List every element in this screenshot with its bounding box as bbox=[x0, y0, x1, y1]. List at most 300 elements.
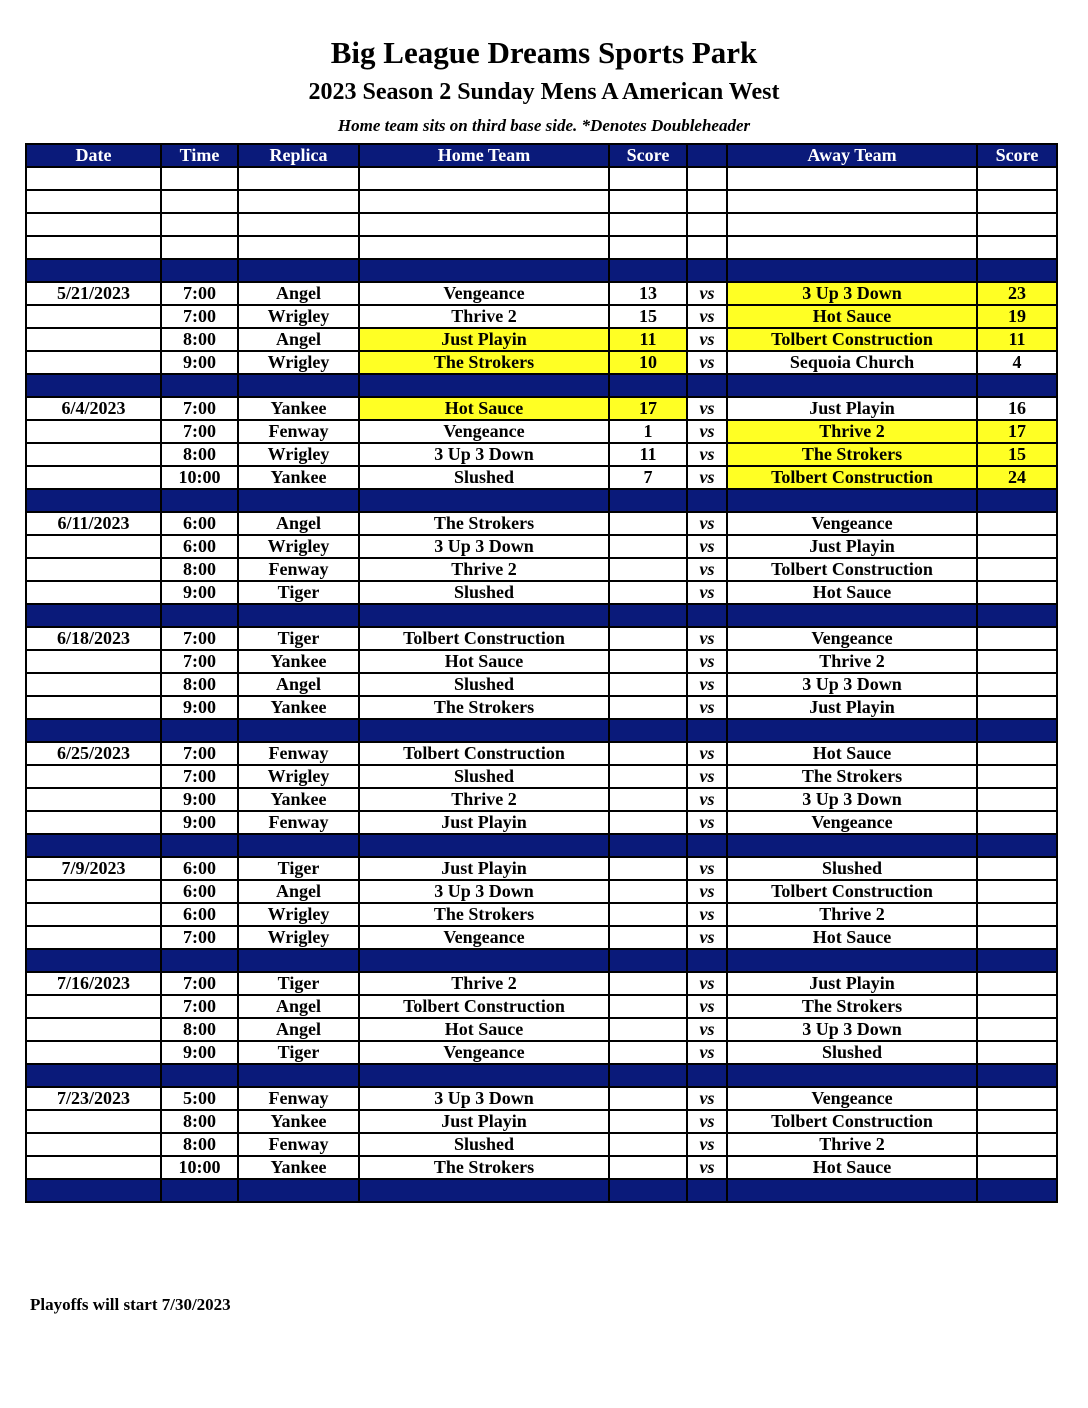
time-cell: 8:00 bbox=[161, 1110, 238, 1133]
replica-cell bbox=[238, 190, 359, 213]
away-team-cell bbox=[727, 213, 977, 236]
date-cell bbox=[26, 420, 161, 443]
home-team-cell: The Strokers bbox=[359, 351, 609, 374]
away-team-cell: Vengeance bbox=[727, 627, 977, 650]
col-vs-header bbox=[687, 144, 727, 167]
home-team-cell: Hot Sauce bbox=[359, 397, 609, 420]
away-score-cell bbox=[977, 926, 1057, 949]
away-team-cell: Thrive 2 bbox=[727, 650, 977, 673]
time-cell bbox=[161, 834, 238, 857]
home-score-cell bbox=[609, 834, 687, 857]
replica-cell: Wrigley bbox=[238, 903, 359, 926]
replica-cell: Wrigley bbox=[238, 926, 359, 949]
table-row bbox=[26, 328, 1057, 351]
date-cell bbox=[26, 1041, 161, 1064]
home-team-cell: Just Playin bbox=[359, 328, 609, 351]
home-score-cell bbox=[609, 903, 687, 926]
table-row bbox=[26, 581, 1057, 604]
home-score-cell: 13 bbox=[609, 282, 687, 305]
date-cell bbox=[26, 466, 161, 489]
away-team-cell: Just Playin bbox=[727, 535, 977, 558]
away-team-cell: 3 Up 3 Down bbox=[727, 1018, 977, 1041]
vs-cell bbox=[687, 489, 727, 512]
time-cell: 8:00 bbox=[161, 328, 238, 351]
time-cell bbox=[161, 604, 238, 627]
replica-cell: Yankee bbox=[238, 466, 359, 489]
date-cell: 5/21/2023 bbox=[26, 282, 161, 305]
home-team-cell: Vengeance bbox=[359, 1041, 609, 1064]
replica-cell: Angel bbox=[238, 880, 359, 903]
time-cell: 9:00 bbox=[161, 1041, 238, 1064]
home-score-cell bbox=[609, 880, 687, 903]
replica-cell bbox=[238, 719, 359, 742]
home-team-cell: Thrive 2 bbox=[359, 788, 609, 811]
table-row bbox=[26, 305, 1057, 328]
home-team-cell bbox=[359, 719, 609, 742]
replica-cell: Yankee bbox=[238, 1110, 359, 1133]
away-score-cell: 19 bbox=[977, 305, 1057, 328]
away-score-cell bbox=[977, 581, 1057, 604]
replica-cell: Yankee bbox=[238, 1156, 359, 1179]
separator-row bbox=[26, 374, 1057, 397]
away-score-cell bbox=[977, 1179, 1057, 1202]
away-score-cell bbox=[977, 857, 1057, 880]
time-cell: 10:00 bbox=[161, 466, 238, 489]
away-score-cell bbox=[977, 696, 1057, 719]
page-title: Big League Dreams Sports Park bbox=[330, 35, 758, 70]
home-team-cell bbox=[359, 489, 609, 512]
home-score-cell bbox=[609, 512, 687, 535]
home-score-cell: 1 bbox=[609, 420, 687, 443]
table-row bbox=[26, 995, 1057, 1018]
away-team-cell: Hot Sauce bbox=[727, 742, 977, 765]
table-row bbox=[26, 857, 1057, 880]
away-team-cell: Tolbert Construction bbox=[727, 558, 977, 581]
time-cell: 9:00 bbox=[161, 788, 238, 811]
table-row bbox=[26, 765, 1057, 788]
away-team-cell bbox=[727, 190, 977, 213]
home-score-cell bbox=[609, 489, 687, 512]
date-cell bbox=[26, 581, 161, 604]
time-cell: 9:00 bbox=[161, 696, 238, 719]
away-team-cell: The Strokers bbox=[727, 443, 977, 466]
replica-cell: Tiger bbox=[238, 581, 359, 604]
home-team-cell bbox=[359, 213, 609, 236]
separator-row bbox=[26, 1179, 1057, 1202]
away-score-cell bbox=[977, 811, 1057, 834]
replica-cell bbox=[238, 949, 359, 972]
time-cell: 7:00 bbox=[161, 995, 238, 1018]
away-score-cell bbox=[977, 259, 1057, 282]
away-team-cell bbox=[727, 167, 977, 190]
home-score-cell bbox=[609, 1179, 687, 1202]
table-row bbox=[26, 650, 1057, 673]
away-team-cell: Hot Sauce bbox=[727, 926, 977, 949]
blank-row bbox=[26, 236, 1057, 259]
vs-cell: vs bbox=[687, 328, 727, 351]
vs-cell: vs bbox=[687, 696, 727, 719]
replica-cell: Fenway bbox=[238, 742, 359, 765]
vs-cell bbox=[687, 604, 727, 627]
vs-cell: vs bbox=[687, 466, 727, 489]
home-score-cell bbox=[609, 167, 687, 190]
separator-row bbox=[26, 489, 1057, 512]
time-cell: 8:00 bbox=[161, 673, 238, 696]
vs-cell bbox=[687, 949, 727, 972]
col-home-team-header: Home Team bbox=[359, 144, 609, 167]
away-score-cell bbox=[977, 1041, 1057, 1064]
replica-cell: Fenway bbox=[238, 1133, 359, 1156]
table-row bbox=[26, 811, 1057, 834]
blank-row bbox=[26, 213, 1057, 236]
home-score-cell bbox=[609, 972, 687, 995]
away-team-cell bbox=[727, 489, 977, 512]
date-cell bbox=[26, 811, 161, 834]
date-cell bbox=[26, 1110, 161, 1133]
vs-cell bbox=[687, 190, 727, 213]
home-team-cell: Vengeance bbox=[359, 926, 609, 949]
replica-cell bbox=[238, 834, 359, 857]
vs-cell: vs bbox=[687, 1041, 727, 1064]
vs-cell: vs bbox=[687, 1156, 727, 1179]
away-score-cell: 11 bbox=[977, 328, 1057, 351]
home-team-cell: The Strokers bbox=[359, 696, 609, 719]
time-cell bbox=[161, 1064, 238, 1087]
replica-cell: Angel bbox=[238, 328, 359, 351]
date-cell bbox=[26, 650, 161, 673]
time-cell: 6:00 bbox=[161, 880, 238, 903]
table-row bbox=[26, 535, 1057, 558]
away-score-cell bbox=[977, 1133, 1057, 1156]
home-score-cell: 11 bbox=[609, 328, 687, 351]
time-cell bbox=[161, 374, 238, 397]
home-team-cell: Just Playin bbox=[359, 857, 609, 880]
vs-cell bbox=[687, 1064, 727, 1087]
replica-cell: Tiger bbox=[238, 857, 359, 880]
date-cell bbox=[26, 328, 161, 351]
vs-cell: vs bbox=[687, 972, 727, 995]
away-team-cell: Tolbert Construction bbox=[727, 880, 977, 903]
away-score-cell bbox=[977, 903, 1057, 926]
table-row bbox=[26, 512, 1057, 535]
away-score-cell bbox=[977, 949, 1057, 972]
replica-cell bbox=[238, 374, 359, 397]
replica-cell bbox=[238, 236, 359, 259]
away-score-cell bbox=[977, 213, 1057, 236]
home-team-cell: Slushed bbox=[359, 581, 609, 604]
away-score-cell bbox=[977, 880, 1057, 903]
playoffs-note: Playoffs will start 7/30/2023 bbox=[30, 1295, 231, 1314]
table-row bbox=[26, 627, 1057, 650]
date-cell: 7/16/2023 bbox=[26, 972, 161, 995]
time-cell: 8:00 bbox=[161, 558, 238, 581]
home-team-cell: Vengeance bbox=[359, 420, 609, 443]
away-score-cell bbox=[977, 1087, 1057, 1110]
vs-cell: vs bbox=[687, 420, 727, 443]
time-cell: 7:00 bbox=[161, 627, 238, 650]
vs-cell bbox=[687, 167, 727, 190]
separator-row bbox=[26, 604, 1057, 627]
away-score-cell bbox=[977, 788, 1057, 811]
home-score-cell: 7 bbox=[609, 466, 687, 489]
home-team-cell: Tolbert Construction bbox=[359, 742, 609, 765]
home-team-cell: Hot Sauce bbox=[359, 650, 609, 673]
away-score-cell bbox=[977, 673, 1057, 696]
date-cell bbox=[26, 489, 161, 512]
time-cell: 6:00 bbox=[161, 857, 238, 880]
away-score-cell bbox=[977, 374, 1057, 397]
away-team-cell: Just Playin bbox=[727, 397, 977, 420]
vs-cell: vs bbox=[687, 351, 727, 374]
away-team-cell: Just Playin bbox=[727, 696, 977, 719]
away-team-cell: Tolbert Construction bbox=[727, 466, 977, 489]
vs-cell: vs bbox=[687, 443, 727, 466]
away-score-cell bbox=[977, 1110, 1057, 1133]
time-cell bbox=[161, 489, 238, 512]
home-team-cell: 3 Up 3 Down bbox=[359, 443, 609, 466]
blank-row bbox=[26, 167, 1057, 190]
away-team-cell: 3 Up 3 Down bbox=[727, 788, 977, 811]
date-cell: 7/9/2023 bbox=[26, 857, 161, 880]
vs-cell: vs bbox=[687, 1087, 727, 1110]
away-score-cell bbox=[977, 719, 1057, 742]
table-row bbox=[26, 742, 1057, 765]
home-score-cell bbox=[609, 742, 687, 765]
away-team-cell: Slushed bbox=[727, 1041, 977, 1064]
home-score-cell bbox=[609, 1018, 687, 1041]
away-score-cell bbox=[977, 1018, 1057, 1041]
vs-cell: vs bbox=[687, 742, 727, 765]
time-cell: 7:00 bbox=[161, 650, 238, 673]
time-cell: 9:00 bbox=[161, 811, 238, 834]
replica-cell: Yankee bbox=[238, 397, 359, 420]
time-cell bbox=[161, 719, 238, 742]
away-team-cell bbox=[727, 236, 977, 259]
col-time-header: Time bbox=[161, 144, 238, 167]
date-cell bbox=[26, 374, 161, 397]
away-score-cell: 16 bbox=[977, 397, 1057, 420]
time-cell: 9:00 bbox=[161, 581, 238, 604]
away-score-cell bbox=[977, 236, 1057, 259]
vs-cell bbox=[687, 719, 727, 742]
vs-cell: vs bbox=[687, 627, 727, 650]
date-cell bbox=[26, 673, 161, 696]
home-team-cell: Vengeance bbox=[359, 282, 609, 305]
home-team-cell: The Strokers bbox=[359, 512, 609, 535]
date-cell bbox=[26, 1064, 161, 1087]
table-row bbox=[26, 1087, 1057, 1110]
time-cell bbox=[161, 213, 238, 236]
away-team-cell: Tolbert Construction bbox=[727, 1110, 977, 1133]
home-score-cell bbox=[609, 1064, 687, 1087]
vs-cell bbox=[687, 834, 727, 857]
replica-cell: Fenway bbox=[238, 1087, 359, 1110]
separator-row bbox=[26, 719, 1057, 742]
vs-cell: vs bbox=[687, 305, 727, 328]
table-row bbox=[26, 397, 1057, 420]
date-cell bbox=[26, 995, 161, 1018]
away-team-cell: The Strokers bbox=[727, 995, 977, 1018]
replica-cell bbox=[238, 259, 359, 282]
away-score-cell bbox=[977, 535, 1057, 558]
date-cell bbox=[26, 604, 161, 627]
home-score-cell bbox=[609, 558, 687, 581]
date-cell bbox=[26, 558, 161, 581]
table-row bbox=[26, 972, 1057, 995]
home-score-cell bbox=[609, 1041, 687, 1064]
away-score-cell: 4 bbox=[977, 351, 1057, 374]
time-cell bbox=[161, 190, 238, 213]
home-score-cell bbox=[609, 604, 687, 627]
home-team-cell: Slushed bbox=[359, 1133, 609, 1156]
home-team-cell: 3 Up 3 Down bbox=[359, 880, 609, 903]
col-date-header: Date bbox=[26, 144, 161, 167]
date-cell bbox=[26, 443, 161, 466]
home-score-cell bbox=[609, 190, 687, 213]
vs-cell: vs bbox=[687, 765, 727, 788]
date-cell bbox=[26, 949, 161, 972]
away-team-cell: Thrive 2 bbox=[727, 903, 977, 926]
table-row bbox=[26, 788, 1057, 811]
date-cell bbox=[26, 1179, 161, 1202]
vs-cell bbox=[687, 374, 727, 397]
table-row bbox=[26, 1041, 1057, 1064]
replica-cell bbox=[238, 1179, 359, 1202]
vs-cell: vs bbox=[687, 903, 727, 926]
date-cell bbox=[26, 190, 161, 213]
home-score-cell bbox=[609, 949, 687, 972]
away-team-cell: The Strokers bbox=[727, 765, 977, 788]
away-team-cell: Vengeance bbox=[727, 811, 977, 834]
time-cell: 8:00 bbox=[161, 443, 238, 466]
time-cell bbox=[161, 1179, 238, 1202]
away-score-cell bbox=[977, 512, 1057, 535]
replica-cell: Wrigley bbox=[238, 765, 359, 788]
away-team-cell: Hot Sauce bbox=[727, 305, 977, 328]
vs-cell bbox=[687, 213, 727, 236]
replica-cell: Fenway bbox=[238, 420, 359, 443]
time-cell bbox=[161, 167, 238, 190]
replica-cell: Tiger bbox=[238, 1041, 359, 1064]
vs-cell: vs bbox=[687, 926, 727, 949]
replica-cell bbox=[238, 213, 359, 236]
home-score-cell: 11 bbox=[609, 443, 687, 466]
time-cell: 7:00 bbox=[161, 282, 238, 305]
date-cell bbox=[26, 351, 161, 374]
replica-cell: Yankee bbox=[238, 696, 359, 719]
time-cell: 5:00 bbox=[161, 1087, 238, 1110]
time-cell bbox=[161, 259, 238, 282]
home-score-cell bbox=[609, 213, 687, 236]
home-team-cell: The Strokers bbox=[359, 903, 609, 926]
home-team-cell bbox=[359, 259, 609, 282]
date-cell: 6/18/2023 bbox=[26, 627, 161, 650]
home-score-cell bbox=[609, 627, 687, 650]
home-score-cell bbox=[609, 1110, 687, 1133]
away-score-cell bbox=[977, 972, 1057, 995]
date-cell bbox=[26, 213, 161, 236]
table-row bbox=[26, 673, 1057, 696]
home-team-cell bbox=[359, 374, 609, 397]
date-cell bbox=[26, 1156, 161, 1179]
vs-cell: vs bbox=[687, 811, 727, 834]
away-team-cell bbox=[727, 949, 977, 972]
home-score-cell bbox=[609, 811, 687, 834]
home-score-cell bbox=[609, 926, 687, 949]
home-score-cell bbox=[609, 696, 687, 719]
home-score-cell bbox=[609, 673, 687, 696]
header-row bbox=[26, 144, 1057, 167]
away-score-cell bbox=[977, 650, 1057, 673]
away-team-cell: Thrive 2 bbox=[727, 420, 977, 443]
vs-cell: vs bbox=[687, 1018, 727, 1041]
vs-cell: vs bbox=[687, 880, 727, 903]
away-score-cell: 23 bbox=[977, 282, 1057, 305]
blank-row bbox=[26, 190, 1057, 213]
vs-cell: vs bbox=[687, 535, 727, 558]
time-cell bbox=[161, 236, 238, 259]
home-score-cell bbox=[609, 236, 687, 259]
home-score-cell bbox=[609, 535, 687, 558]
home-score-cell bbox=[609, 1133, 687, 1156]
home-team-cell bbox=[359, 1179, 609, 1202]
separator-row bbox=[26, 949, 1057, 972]
table-row bbox=[26, 1018, 1057, 1041]
home-team-cell: Slushed bbox=[359, 765, 609, 788]
table-row bbox=[26, 880, 1057, 903]
home-score-cell bbox=[609, 1087, 687, 1110]
away-team-cell bbox=[727, 719, 977, 742]
vs-cell: vs bbox=[687, 857, 727, 880]
vs-cell: vs bbox=[687, 282, 727, 305]
date-cell: 6/25/2023 bbox=[26, 742, 161, 765]
table-row bbox=[26, 282, 1057, 305]
time-cell: 7:00 bbox=[161, 397, 238, 420]
date-cell bbox=[26, 719, 161, 742]
away-score-cell bbox=[977, 190, 1057, 213]
table-row bbox=[26, 1110, 1057, 1133]
home-team-cell: Hot Sauce bbox=[359, 1018, 609, 1041]
replica-cell: Fenway bbox=[238, 558, 359, 581]
home-score-cell: 17 bbox=[609, 397, 687, 420]
away-score-cell bbox=[977, 604, 1057, 627]
schedule-table bbox=[25, 143, 1058, 1203]
date-cell bbox=[26, 765, 161, 788]
away-team-cell: Vengeance bbox=[727, 512, 977, 535]
time-cell bbox=[161, 949, 238, 972]
date-cell bbox=[26, 236, 161, 259]
date-cell bbox=[26, 788, 161, 811]
away-score-cell: 17 bbox=[977, 420, 1057, 443]
vs-cell: vs bbox=[687, 558, 727, 581]
away-score-cell bbox=[977, 834, 1057, 857]
home-team-cell: Just Playin bbox=[359, 1110, 609, 1133]
replica-cell: Angel bbox=[238, 1018, 359, 1041]
date-cell bbox=[26, 305, 161, 328]
home-team-cell: Slushed bbox=[359, 466, 609, 489]
away-score-cell bbox=[977, 167, 1057, 190]
home-score-cell bbox=[609, 765, 687, 788]
away-team-cell: Just Playin bbox=[727, 972, 977, 995]
home-team-cell bbox=[359, 236, 609, 259]
replica-cell: Angel bbox=[238, 995, 359, 1018]
date-cell: 7/23/2023 bbox=[26, 1087, 161, 1110]
table-row bbox=[26, 351, 1057, 374]
home-team-cell: Tolbert Construction bbox=[359, 627, 609, 650]
table-row bbox=[26, 466, 1057, 489]
home-score-cell bbox=[609, 374, 687, 397]
time-cell: 6:00 bbox=[161, 512, 238, 535]
